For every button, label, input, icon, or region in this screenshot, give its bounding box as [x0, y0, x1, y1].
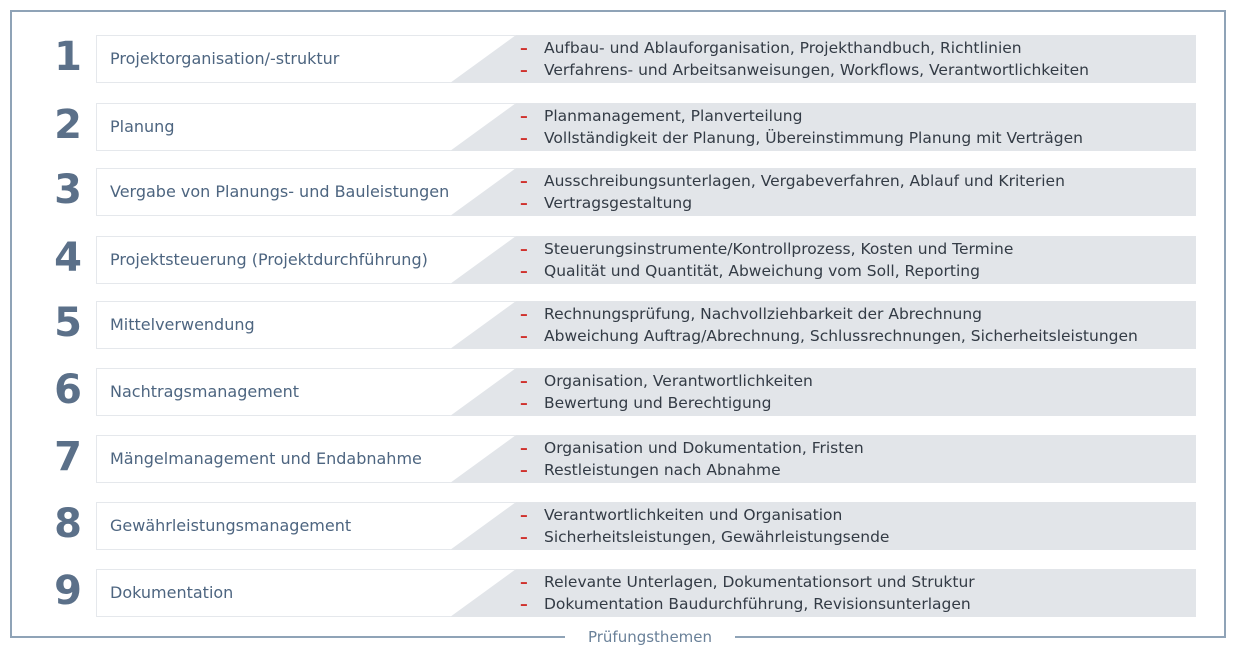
- topic-row: [0, 502, 1240, 552]
- topic-item-text: Vertragsgestaltung: [544, 194, 693, 212]
- topic-number: 8: [54, 501, 82, 547]
- topic-row: [0, 168, 1240, 218]
- dash-bullet-icon: –: [520, 262, 528, 280]
- topic-item-text: Vollständigkeit der Planung, Übereinstimmung Planung mit Verträgen: [544, 129, 1083, 147]
- topic-item: [520, 127, 1083, 149]
- dash-bullet-icon: –: [520, 129, 528, 147]
- footer-label: Prüfungsthemen: [565, 624, 735, 650]
- topic-item-text: Abweichung Auftrag/Abrechnung, Schlussrechnungen, Sicherheitsleistungen: [544, 327, 1138, 345]
- topic-item: [520, 571, 975, 593]
- dash-bullet-icon: –: [520, 107, 528, 125]
- dash-bullet-icon: –: [520, 595, 528, 613]
- dash-bullet-icon: –: [520, 394, 528, 412]
- topic-items: [520, 303, 1138, 347]
- topic-item: [520, 593, 975, 615]
- topic-number: 2: [54, 102, 82, 148]
- topic-row: [0, 103, 1240, 153]
- topic-items: [520, 170, 1065, 214]
- topic-items: [520, 238, 1013, 282]
- topic-item: [520, 325, 1138, 347]
- topic-row: [0, 301, 1240, 351]
- dash-bullet-icon: –: [520, 573, 528, 591]
- topic-number: 4: [54, 235, 82, 281]
- dash-bullet-icon: –: [520, 372, 528, 390]
- dash-bullet-icon: –: [520, 439, 528, 457]
- topic-items: [520, 571, 975, 615]
- topic-row: [0, 35, 1240, 85]
- topic-item: [520, 170, 1065, 192]
- topic-title: Mittelverwendung: [110, 315, 255, 334]
- topic-item-text: Bewertung und Berechtigung: [544, 394, 772, 412]
- topic-item: [520, 238, 1013, 260]
- dash-bullet-icon: –: [520, 194, 528, 212]
- topic-row: [0, 569, 1240, 619]
- topic-number: 9: [54, 568, 82, 614]
- topic-item-text: Planmanagement, Planverteilung: [544, 107, 803, 125]
- topic-number: 5: [54, 300, 82, 346]
- dash-bullet-icon: –: [520, 528, 528, 546]
- topic-item: [520, 260, 1013, 282]
- dash-bullet-icon: –: [520, 61, 528, 79]
- topic-item: [520, 526, 889, 548]
- topic-item-text: Verfahrens- und Arbeitsanweisungen, Workflows, Verantwortlichkeiten: [544, 61, 1089, 79]
- topic-item-text: Organisation, Verantwortlichkeiten: [544, 372, 813, 390]
- topic-item: [520, 192, 1065, 214]
- topic-items: [520, 37, 1089, 81]
- topic-title: Vergabe von Planungs- und Bauleistungen: [110, 182, 450, 201]
- dash-bullet-icon: –: [520, 327, 528, 345]
- topic-item: [520, 37, 1089, 59]
- topic-title: Projektorganisation/-struktur: [110, 49, 340, 68]
- topic-item-text: Ausschreibungsunterlagen, Vergabeverfahren, Ablauf und Kriterien: [544, 172, 1065, 190]
- dash-bullet-icon: –: [520, 172, 528, 190]
- topic-item-text: Steuerungsinstrumente/Kontrollprozess, Kosten und Termine: [544, 240, 1014, 258]
- topic-title: Projektsteuerung (Projektdurchführung): [110, 250, 428, 269]
- topic-item: [520, 59, 1089, 81]
- topic-item-text: Organisation und Dokumentation, Fristen: [544, 439, 864, 457]
- topic-item-text: Sicherheitsleistungen, Gewährleistungsende: [544, 528, 890, 546]
- topic-item-text: Restleistungen nach Abnahme: [544, 461, 781, 479]
- topic-item: [520, 459, 864, 481]
- topic-item-text: Dokumentation Baudurchführung, Revisionsunterlagen: [544, 595, 971, 613]
- topic-items: [520, 437, 864, 481]
- topic-item: [520, 105, 1083, 127]
- topic-items: [520, 370, 813, 414]
- topic-item: [520, 303, 1138, 325]
- topic-number: 3: [54, 167, 82, 213]
- topic-item: [520, 437, 864, 459]
- topic-item: [520, 504, 889, 526]
- topic-title: Mängelmanagement und Endabnahme: [110, 449, 422, 468]
- topic-items: [520, 504, 889, 548]
- topic-item-text: Verantwortlichkeiten und Organisation: [544, 506, 843, 524]
- dash-bullet-icon: –: [520, 39, 528, 57]
- topic-item-text: Rechnungsprüfung, Nachvollziehbarkeit der Abrechnung: [544, 305, 983, 323]
- topic-title: Planung: [110, 117, 175, 136]
- dash-bullet-icon: –: [520, 240, 528, 258]
- topic-item-text: Qualität und Quantität, Abweichung vom Soll, Reporting: [544, 262, 980, 280]
- dash-bullet-icon: –: [520, 305, 528, 323]
- topic-row: [0, 368, 1240, 418]
- topic-title: Nachtragsmanagement: [110, 382, 300, 401]
- topic-title: Gewährleistungsmanagement: [110, 516, 352, 535]
- topic-item-text: Relevante Unterlagen, Dokumentationsort und Struktur: [544, 573, 975, 591]
- topic-item-text: Aufbau- und Ablauforganisation, Projekthandbuch, Richtlinien: [544, 39, 1022, 57]
- topic-row: [0, 435, 1240, 485]
- dash-bullet-icon: –: [520, 461, 528, 479]
- topic-number: 7: [54, 434, 82, 480]
- topic-items: [520, 105, 1083, 149]
- topic-item: [520, 392, 813, 414]
- topic-row: [0, 236, 1240, 286]
- dash-bullet-icon: –: [520, 506, 528, 524]
- topic-title: Dokumentation: [110, 583, 234, 602]
- topic-number: 6: [54, 367, 82, 413]
- topic-item: [520, 370, 813, 392]
- topic-number: 1: [54, 34, 82, 80]
